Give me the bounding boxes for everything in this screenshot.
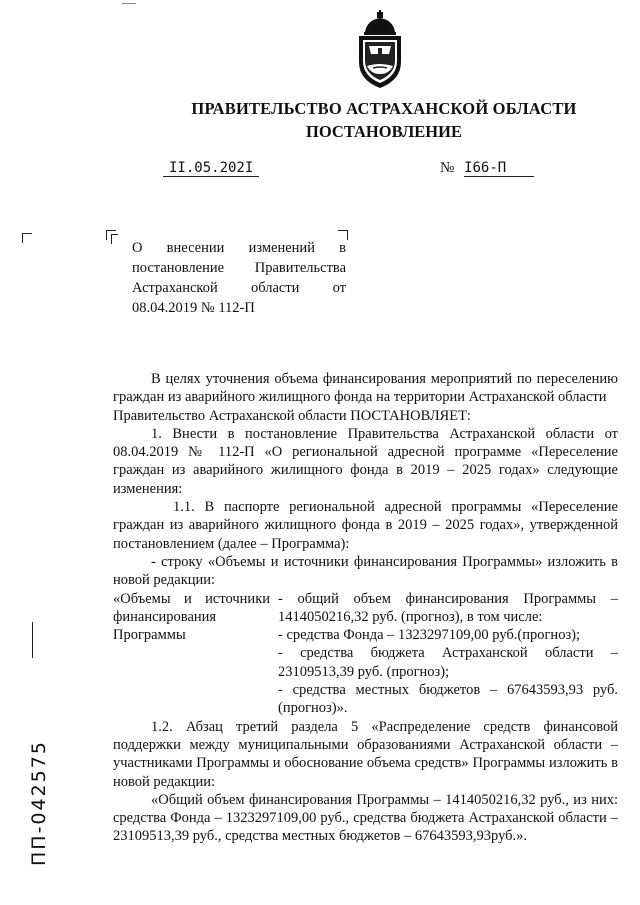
funding-local: - средства местных бюджетов – 67643593,93 руб. (прогноз)». <box>278 682 618 717</box>
left-corner-mark <box>22 233 32 243</box>
subject-corner-mark-left-inner <box>111 234 118 244</box>
funding-total: - общий объем финансирования Программы – 1414050216,32 руб. (прогноз), в том числе: <box>278 590 618 625</box>
document-subject: О внесении изменений в постановление Правительства Астраханской области от 08.04.2019 № 112-П <box>132 240 346 316</box>
margin-serial <box>28 716 52 866</box>
funding-table-values <box>278 590 618 718</box>
funding-table <box>113 590 618 718</box>
funding-regional: - средства бюджета Астраханской области – 23109513,39 руб. (прогноз); <box>278 645 618 680</box>
document-number-block <box>440 160 534 177</box>
funding-table-label: «Объемы и источники финансирования Программы <box>113 590 270 644</box>
item-1-1-line: - строку «Объемы и источники финансирования Программы» изложить в новой редакции: <box>113 553 618 589</box>
organization-title: ПРАВИТЕЛЬСТВО АСТРАХАНСКОЙ ОБЛАСТИ <box>191 99 577 118</box>
document-kind: ПОСТАНОВЛЕНИЕ <box>306 122 462 141</box>
quoted-text: «Общий объем финансирования Программы – 1414050216,32 руб., из них: средства Фонда – 1323297109,00 руб., средства бюджета Астраханской области – 23109513,39 руб., средства местных бюджетов – 67643593,93руб.». <box>113 791 618 845</box>
funding-fund: - средства Фонда – 1323297109,00 руб.(прогноз); <box>278 627 581 644</box>
scan-mark <box>122 0 136 4</box>
document-body <box>113 370 618 846</box>
number-sign: № <box>440 160 455 176</box>
document-number: I66-П <box>464 160 534 177</box>
item-1-1: 1.1. В паспорте региональной адресной программы «Переселение граждан из аварийного жилищного фонда в 2019 – 2025 годах», утвержденной постановлением (далее – Программа): <box>113 499 618 552</box>
item-1-2: 1.2. Абзац третий раздела 5 «Распределение средств финансовой поддержки между муниципальными образованиями Астраханской области – участниками Программы и обоснование объема средств» Программы изложить в новой редакции: <box>113 718 618 790</box>
margin-line <box>32 622 33 658</box>
document-date: II.05.202I <box>163 160 259 177</box>
coat-of-arms-icon <box>355 10 405 90</box>
resolves-line: Правительство Астраханской области ПОСТАНОВЛЯЕТ: <box>113 407 471 424</box>
preamble: В целях уточнения объема финансирования мероприятий по переселению граждан из аварийного жилищного фонда на территории Астраханской области <box>113 371 618 406</box>
item-1: 1. Внести в постановление Правительства Астраханской области от 08.04.2019 № 112-П «О региональной адресной программе «Переселение граждан из аварийного жилищного фонда в 2019 – 2025 годах» следующие изменения: <box>113 425 618 497</box>
margin-serial-text: ПП-042575 <box>28 740 50 866</box>
